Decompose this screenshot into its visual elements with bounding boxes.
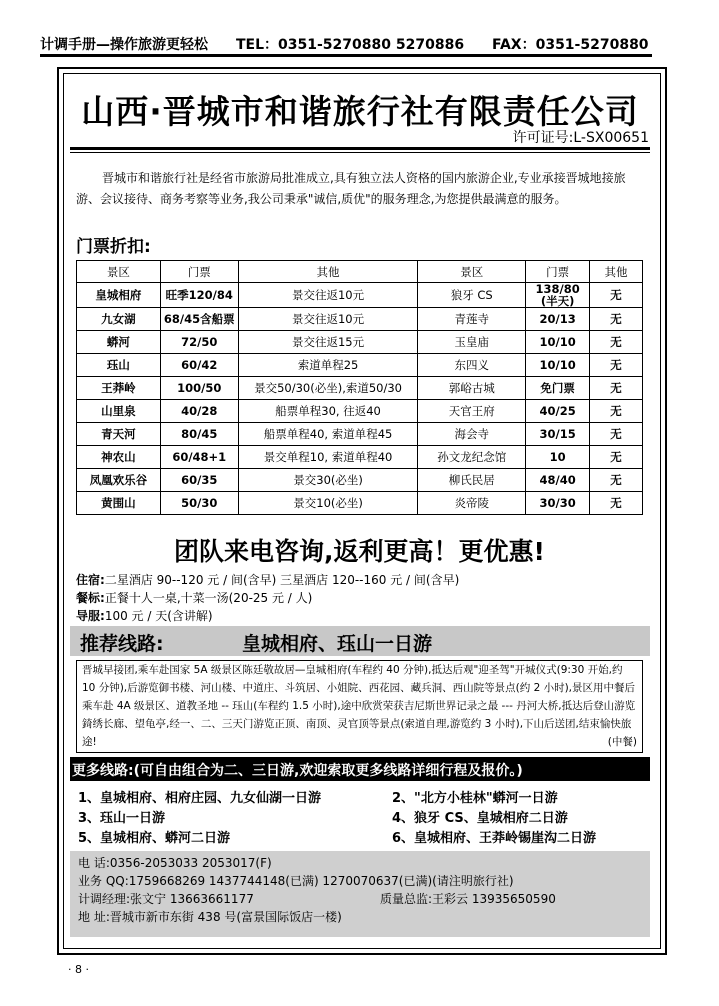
meals-text: 正餐十人一桌,十菜一汤(20-25 元 / 人)	[104, 591, 313, 605]
title-divider-thin	[70, 152, 650, 153]
cell-ticket: 68/45含船票	[160, 308, 238, 331]
contact-qq: 业务 QQ:1759668269 1437744148(已满) 1270070637(已满)(请注明旅行社)	[78, 874, 514, 888]
cell-scenic: 凤凰欢乐谷	[77, 469, 161, 492]
cell-scenic: 青天河	[77, 423, 161, 446]
ticket-row	[77, 331, 643, 354]
page-number: · 8 ·	[68, 963, 89, 976]
col-ticket-2: 门票	[526, 261, 590, 283]
cell-other: 景交往返10元	[238, 308, 418, 331]
guide-line	[76, 607, 213, 624]
more-routes-heading: 更多线路:(可自由组合为二、三日游,欢迎索取更多线路详细行程及报价。)	[72, 763, 523, 779]
lodging-line	[76, 571, 459, 588]
ticket-row	[77, 308, 643, 331]
col-scenic: 景区	[77, 261, 161, 283]
route-label: 推荐线路:	[80, 633, 164, 655]
col-ticket: 门票	[160, 261, 238, 283]
cell-ticket-2: 30/30	[526, 492, 590, 515]
route-item: 4、狼牙 CS、皇城相府二日游	[392, 811, 568, 826]
cell-other: 景交50/30(必坐),索道50/30	[238, 377, 418, 400]
cell-scenic-2: 青莲寺	[418, 308, 526, 331]
cell-ticket: 60/42	[160, 354, 238, 377]
cell-other: 船票单程40, 索道单程45	[238, 423, 418, 446]
route-item: 5、皇城相府、蟒河二日游	[78, 831, 231, 846]
header-fax: FAX：0351-5270880	[492, 37, 649, 53]
cell-scenic-2: 天官王府	[418, 400, 526, 423]
cell-other-2: 无	[590, 377, 643, 400]
cell-other-2: 无	[590, 354, 643, 377]
cell-ticket-2: 10/10	[526, 354, 590, 377]
cell-other: 景交往返10元	[238, 283, 418, 308]
cell-scenic: 珏山	[77, 354, 161, 377]
cell-other: 船票单程30, 往返40	[238, 400, 418, 423]
contact-phone: 电 话:0356-2053033 2053017(F)	[78, 856, 272, 870]
cell-scenic-2: 郭峪古城	[418, 377, 526, 400]
cell-scenic: 神农山	[77, 446, 161, 469]
ticket-row	[77, 283, 643, 308]
cell-ticket-2: 免门票	[526, 377, 590, 400]
cell-ticket: 80/45	[160, 423, 238, 446]
cell-ticket-2: 48/40	[526, 469, 590, 492]
contact-box	[70, 851, 650, 937]
cell-other-2: 无	[590, 469, 643, 492]
cell-ticket: 100/50	[160, 377, 238, 400]
cell-scenic-2: 玉皇庙	[418, 331, 526, 354]
cell-ticket-2: 138/80 (半天)	[526, 283, 590, 308]
meals-label: 餐标:	[76, 591, 105, 605]
cell-ticket: 72/50	[160, 331, 238, 354]
cell-ticket-2: 10/10	[526, 331, 590, 354]
cell-other-2: 无	[590, 492, 643, 515]
company-intro: 晋城市和谐旅行社是经省市旅游局批准成立,具有独立法人资格的国内旅游企业,专业承接晋城地接旅游、会议接待、商务考察等业务,我公司秉承"诚信,质优"的服务理念,为您提供最满意的服务。	[76, 171, 626, 206]
contact-manager: 计调经理:张文宁 13663661177	[78, 892, 254, 906]
cell-scenic-2: 狼牙 CS	[418, 283, 526, 308]
page-header	[40, 32, 652, 57]
more-routes-bar	[70, 757, 650, 781]
promo-slogan: 团队来电咨询,返利更高！更优惠!	[174, 537, 545, 566]
cell-other-2: 无	[590, 283, 643, 308]
cell-ticket-2: 30/15	[526, 423, 590, 446]
cell-ticket-2: 10	[526, 446, 590, 469]
route-description-box	[76, 660, 643, 753]
cell-scenic: 九女湖	[77, 308, 161, 331]
meals-line	[76, 589, 312, 606]
cell-other-2: 无	[590, 331, 643, 354]
cell-scenic-2: 孙文龙纪念馆	[418, 446, 526, 469]
cell-other: 景交10(必坐)	[238, 492, 418, 515]
cell-scenic: 蟒河	[77, 331, 161, 354]
header-tel: TEL：0351-5270880 5270886	[236, 37, 465, 53]
cell-scenic-2: 柳氏民居	[418, 469, 526, 492]
cell-ticket: 60/48+1	[160, 446, 238, 469]
lodging-text: 二星酒店 90--120 元 / 间(含早) 三星酒店 120--160 元 / 间(含早)	[104, 573, 460, 587]
cell-scenic: 皇城相府	[77, 283, 161, 308]
route-item: 2、"北方小桂林"蟒河一日游	[392, 791, 558, 806]
cell-other-2: 无	[590, 446, 643, 469]
route-item: 1、皇城相府、相府庄园、九女仙湖一日游	[78, 791, 322, 806]
lodging-label: 住宿:	[76, 573, 105, 587]
ticket-row	[77, 446, 643, 469]
cell-ticket-2: 40/25	[526, 400, 590, 423]
ticket-table	[76, 260, 643, 515]
company-title: 山西·晋城市和谐旅行社有限责任公司	[81, 92, 639, 131]
ticket-discount-heading: 门票折扣:	[76, 237, 151, 257]
cell-other: 景交往返15元	[238, 331, 418, 354]
route-meal-note: (中餐)	[607, 736, 637, 748]
contact-address: 地 址:晋城市新市东街 438 号(富景国际饭店一楼)	[78, 910, 342, 924]
cell-ticket: 60/35	[160, 469, 238, 492]
ticket-table-header	[77, 261, 643, 283]
cell-scenic: 黄围山	[77, 492, 161, 515]
title-divider	[70, 147, 650, 150]
cell-other: 景交30(必坐)	[238, 469, 418, 492]
cell-other-2: 无	[590, 400, 643, 423]
recommended-route-bar	[70, 626, 650, 656]
cell-scenic: 王莽岭	[77, 377, 161, 400]
header-manual-title: 计调手册—操作旅游更轻松	[40, 37, 208, 53]
cell-scenic: 山里泉	[77, 400, 161, 423]
ticket-row	[77, 492, 643, 515]
cell-other-2: 无	[590, 423, 643, 446]
cell-scenic-2: 海会寺	[418, 423, 526, 446]
col-other: 其他	[238, 261, 418, 283]
ticket-row	[77, 354, 643, 377]
cell-other: 索道单程25	[238, 354, 418, 377]
cell-scenic-2: 炎帝陵	[418, 492, 526, 515]
route-item: 3、珏山一日游	[78, 811, 166, 826]
col-scenic-2: 景区	[418, 261, 526, 283]
cell-ticket-2: 20/13	[526, 308, 590, 331]
route-description: 晋城早接团,乘车赴国家 5A 级景区陈廷敬故居—皇城相府(车程约 40 分钟),抵达后观"迎圣驾"开城仪式(9:30 开始,约 10 分钟),后游览御书楼、河山楼、中道庄、斗筑居、小姐院、西花园、藏兵洞、西山院等景点(约 2 小时),景区用中餐后乘车赴 4A 级景区、道教圣地 -- 珏山(车程约 1.5 小时),途中欣赏荣获吉尼斯世界记录之最 --- 丹河大桥,抵达后登山游览錡绣长廊、望龟亭,经一、二、三天门游览正顶、南顶、灵官顶等景点(索道自理,游览约 3 小时),下山后送团,结束愉快旅途!	[82, 664, 636, 748]
cell-scenic-2: 东四义	[418, 354, 526, 377]
cell-other: 景交单程10, 索道单程40	[238, 446, 418, 469]
route-item: 6、皇城相府、王莽岭锡崖沟二日游	[392, 831, 597, 846]
ticket-row	[77, 377, 643, 400]
cell-ticket: 旺季120/84	[160, 283, 238, 308]
ticket-row	[77, 400, 643, 423]
guide-label: 导服:	[76, 609, 105, 623]
guide-text: 100 元 / 天(含讲解)	[104, 609, 213, 623]
route-name: 皇城相府、珏山一日游	[242, 633, 433, 655]
ticket-row	[77, 469, 643, 492]
license-number: 许可证号:L-SX00651	[512, 130, 649, 146]
cell-other-2: 无	[590, 308, 643, 331]
cell-ticket: 50/30	[160, 492, 238, 515]
col-other-2: 其他	[590, 261, 643, 283]
ticket-row	[77, 423, 643, 446]
contact-supervisor: 质量总监:王彩云 13935650590	[380, 892, 556, 906]
cell-ticket: 40/28	[160, 400, 238, 423]
